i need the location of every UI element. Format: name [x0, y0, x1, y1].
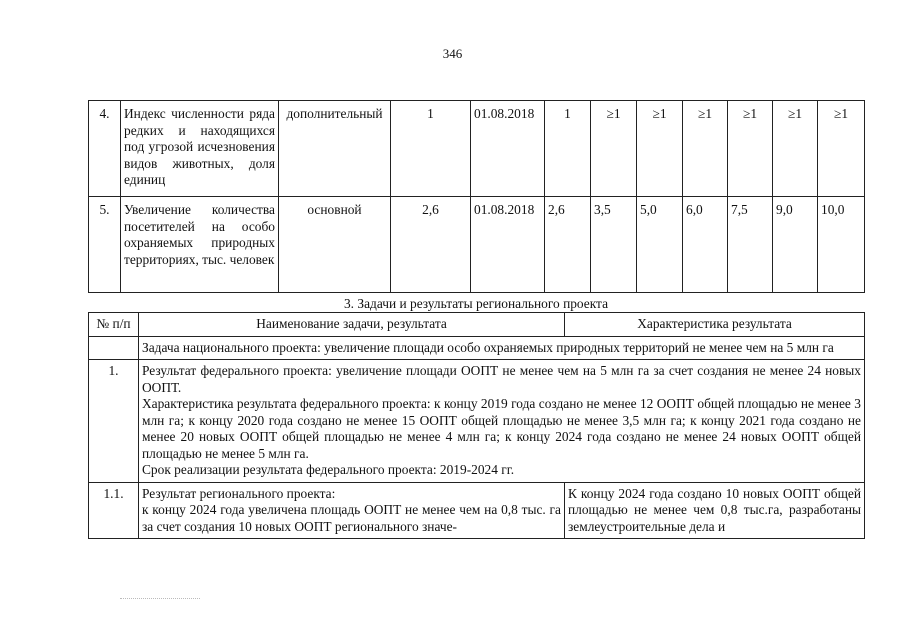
indicator-year-value: ≥1 — [728, 101, 773, 197]
indicator-year-value: ≥1 — [683, 101, 728, 197]
section-title: 3. Задачи и результаты регионального проекта — [343, 296, 609, 311]
header-characteristic: Характеристика результата — [565, 313, 865, 337]
indicator-year-value: 9,0 — [773, 197, 818, 293]
indicator-year-value: 2,6 — [545, 197, 591, 293]
indicator-base-date: 01.08.2018 — [471, 197, 545, 293]
indicators-table — [88, 100, 865, 293]
indicator-base-date: 01.08.2018 — [471, 101, 545, 197]
indicator-base-value: 2,6 — [391, 197, 471, 293]
indicator-year-value: 5,0 — [637, 197, 683, 293]
indicator-year-value: 10,0 — [818, 197, 865, 293]
national-task-row — [89, 336, 865, 360]
row1-num: 1. — [89, 360, 139, 483]
indicator-type: основной — [279, 197, 391, 293]
indicator-year-value: 3,5 — [591, 197, 637, 293]
header-name: Наименование задачи, результата — [139, 313, 565, 337]
header-num: № п/п — [89, 313, 139, 337]
national-task-text: Задача национального проекта: увеличение площади особо охраняемых природных территорий не менее чем на 5 млн га — [139, 336, 865, 360]
indicator-year-value: ≥1 — [637, 101, 683, 197]
indicator-row — [89, 197, 865, 293]
regional-result-cell — [139, 482, 565, 539]
national-task-num-cell — [89, 336, 139, 360]
indicator-name: Увеличение количества посетителей на особо охраняемых природных территориях, тыс. человек — [121, 197, 279, 293]
tasks-header-row — [89, 313, 865, 337]
scan-artifact-line — [120, 598, 200, 599]
federal-characteristic-text: Характеристика результата федерального проекта: к концу 2019 года создано не менее 12 ООПТ общей площадью не менее 3 млн га; к концу 2020 года создано не менее 15 ООПТ общей площадью не менее 3,5 млн га; к концу 2021 года создано не менее 20 новых ООПТ общей площадью не менее 4 млн га; к концу 2024 года создано не менее 24 новых ООПТ общей площадью не менее 5 млн га. — [142, 396, 861, 461]
regional-result-row — [89, 482, 865, 539]
indicator-row — [89, 101, 865, 197]
indicator-year-value: 7,5 — [728, 197, 773, 293]
indicator-year-value: 6,0 — [683, 197, 728, 293]
federal-result-row — [89, 360, 865, 483]
regional-characteristic: К концу 2024 года создано 10 новых ООПТ общей площадью не менее чем 0,8 тыс.га, разработаны землеустроительные дела и — [565, 482, 865, 539]
indicator-base-value: 1 — [391, 101, 471, 197]
tasks-table — [88, 312, 865, 539]
indicator-num: 4. — [89, 101, 121, 197]
indicator-name: Индекс численности ряда редких и находящихся под угрозой исчезновения видов животных, доля единиц — [121, 101, 279, 197]
indicator-year-value: ≥1 — [591, 101, 637, 197]
row1-content — [139, 360, 865, 483]
page-number: 346 — [442, 46, 463, 61]
federal-deadline-text: Срок реализации результата федерального проекта: 2019-2024 гг. — [142, 462, 515, 477]
federal-result-text: Результат федерального проекта: увеличение площади ООПТ не менее чем на 5 млн га за счет создания не менее 24 новых ООПТ. — [142, 363, 861, 395]
indicator-type: дополнительный — [279, 101, 391, 197]
indicator-num: 5. — [89, 197, 121, 293]
regional-result-label: Результат регионального проекта: — [142, 485, 336, 501]
indicator-year-value: ≥1 — [773, 101, 818, 197]
regional-result-text: к концу 2024 года увеличена площадь ООПТ не менее чем на 0,8 тыс. га за счет создания 10 новых ООПТ регионального значе- — [142, 502, 561, 534]
indicator-year-value: ≥1 — [818, 101, 865, 197]
row11-num: 1.1. — [89, 482, 139, 539]
indicator-year-value: 1 — [545, 101, 591, 197]
